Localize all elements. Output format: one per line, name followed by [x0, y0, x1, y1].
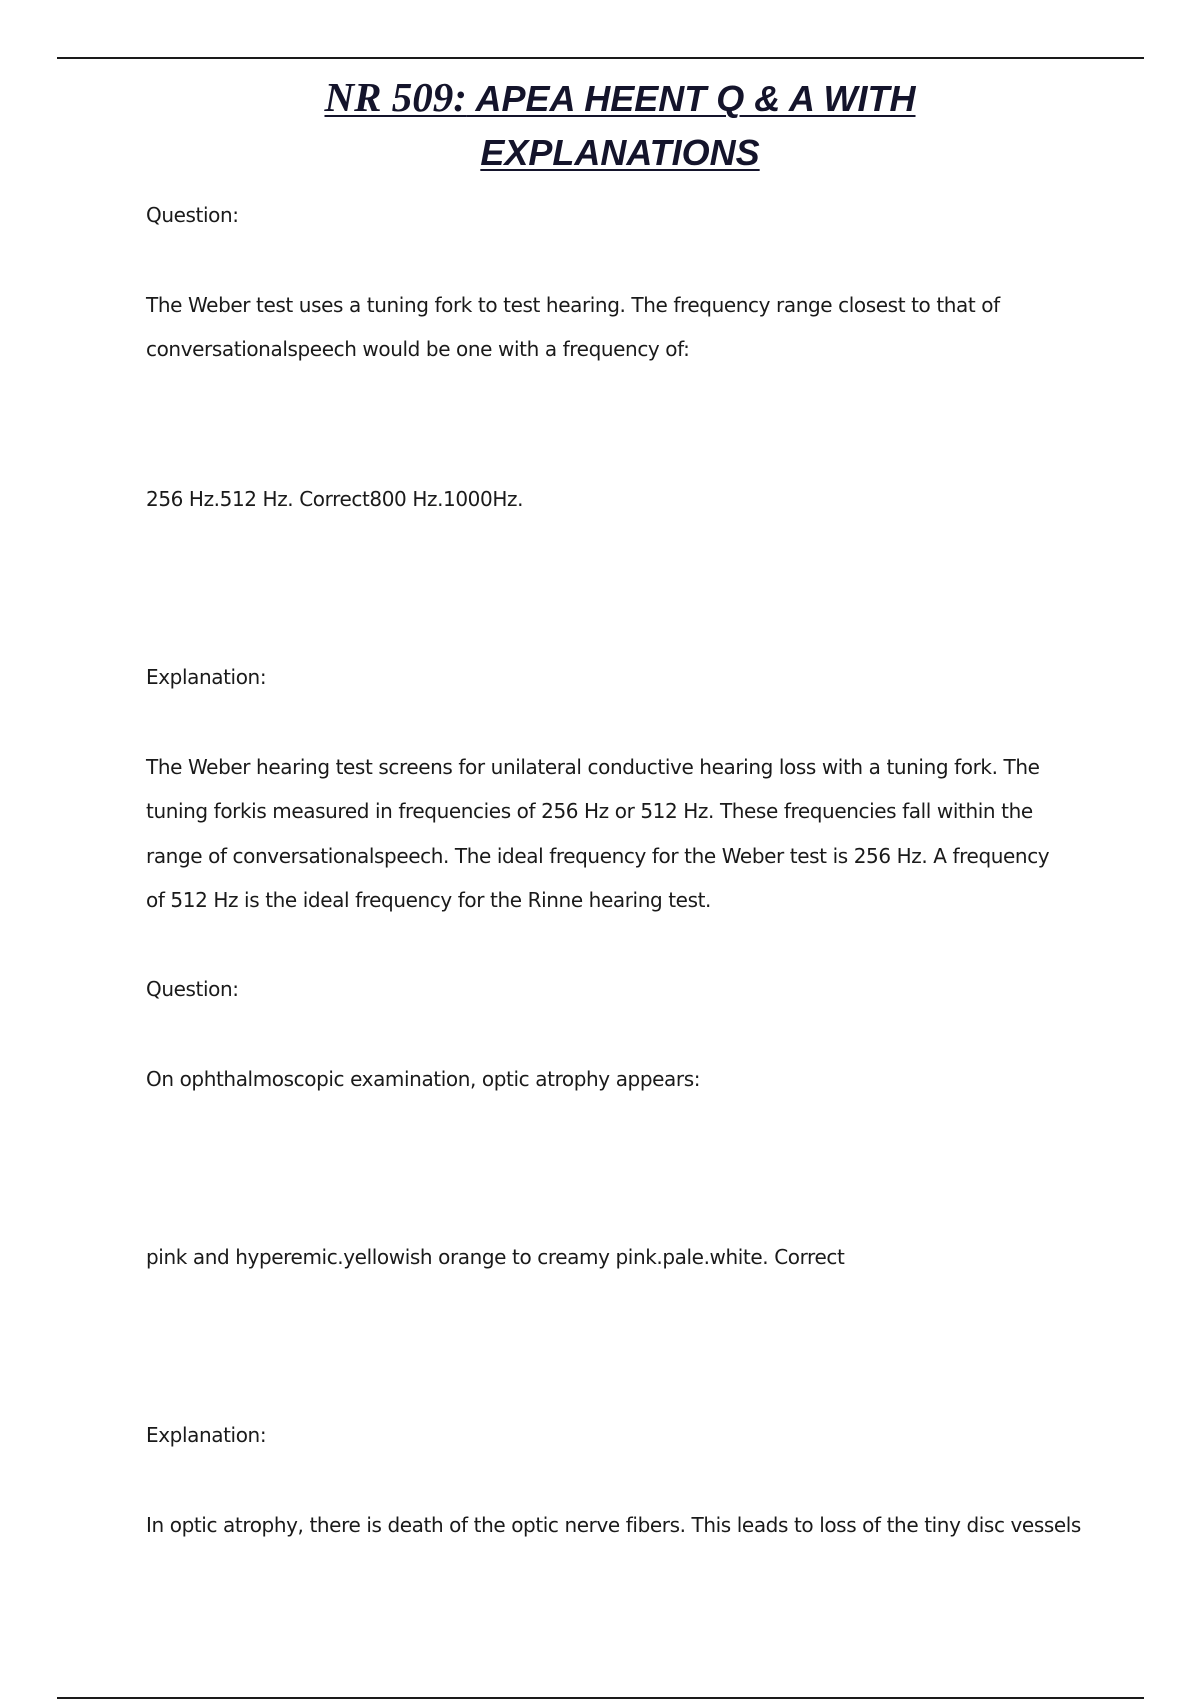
- question-label-1: Question:: [146, 203, 239, 227]
- explanation-text-1-line-2: tuning forkis measured in frequencies of 256 Hz or 512 Hz. These frequencies fall within the: [146, 799, 1033, 823]
- title-subject: APEA HEENT Q & A WITH: [466, 78, 916, 119]
- explanation-label-2: Explanation:: [146, 1423, 267, 1447]
- title-line-1: [0, 74, 1200, 130]
- bottom-rule: [57, 1697, 1144, 1699]
- question-label-2: Question:: [146, 977, 239, 1001]
- explanation-text-1-line-4: of 512 Hz is the ideal frequency for the Rinne hearing test.: [146, 888, 711, 912]
- document-title: [0, 74, 1200, 184]
- answer-options-1: 256 Hz.512 Hz. Correct800 Hz.1000Hz.: [146, 487, 524, 511]
- title-line-2: [0, 130, 1200, 184]
- explanation-text-1-line-3: range of conversationalspeech. The ideal frequency for the Weber test is 256 Hz. A frequency: [146, 844, 1050, 868]
- top-rule: [57, 57, 1144, 59]
- explanation-text-2-line-1: In optic atrophy, there is death of the optic nerve fibers. This leads to loss of the tiny disc vessels: [146, 1513, 1081, 1537]
- explanation-text-1-line-1: The Weber hearing test screens for unilateral conductive hearing loss with a tuning fork. The: [146, 755, 1040, 779]
- question-text-1-line-2: conversationalspeech would be one with a frequency of:: [146, 337, 690, 361]
- explanation-label-1: Explanation:: [146, 665, 267, 689]
- title-course-code: NR 509:: [324, 74, 467, 120]
- title-subject-continued: EXPLANATIONS: [480, 132, 760, 173]
- question-text-2: On ophthalmoscopic examination, optic atrophy appears:: [146, 1067, 701, 1091]
- question-text-1-line-1: The Weber test uses a tuning fork to test hearing. The frequency range closest to that of: [146, 293, 1000, 317]
- answer-options-2: pink and hyperemic.yellowish orange to creamy pink.pale.white. Correct: [146, 1245, 845, 1269]
